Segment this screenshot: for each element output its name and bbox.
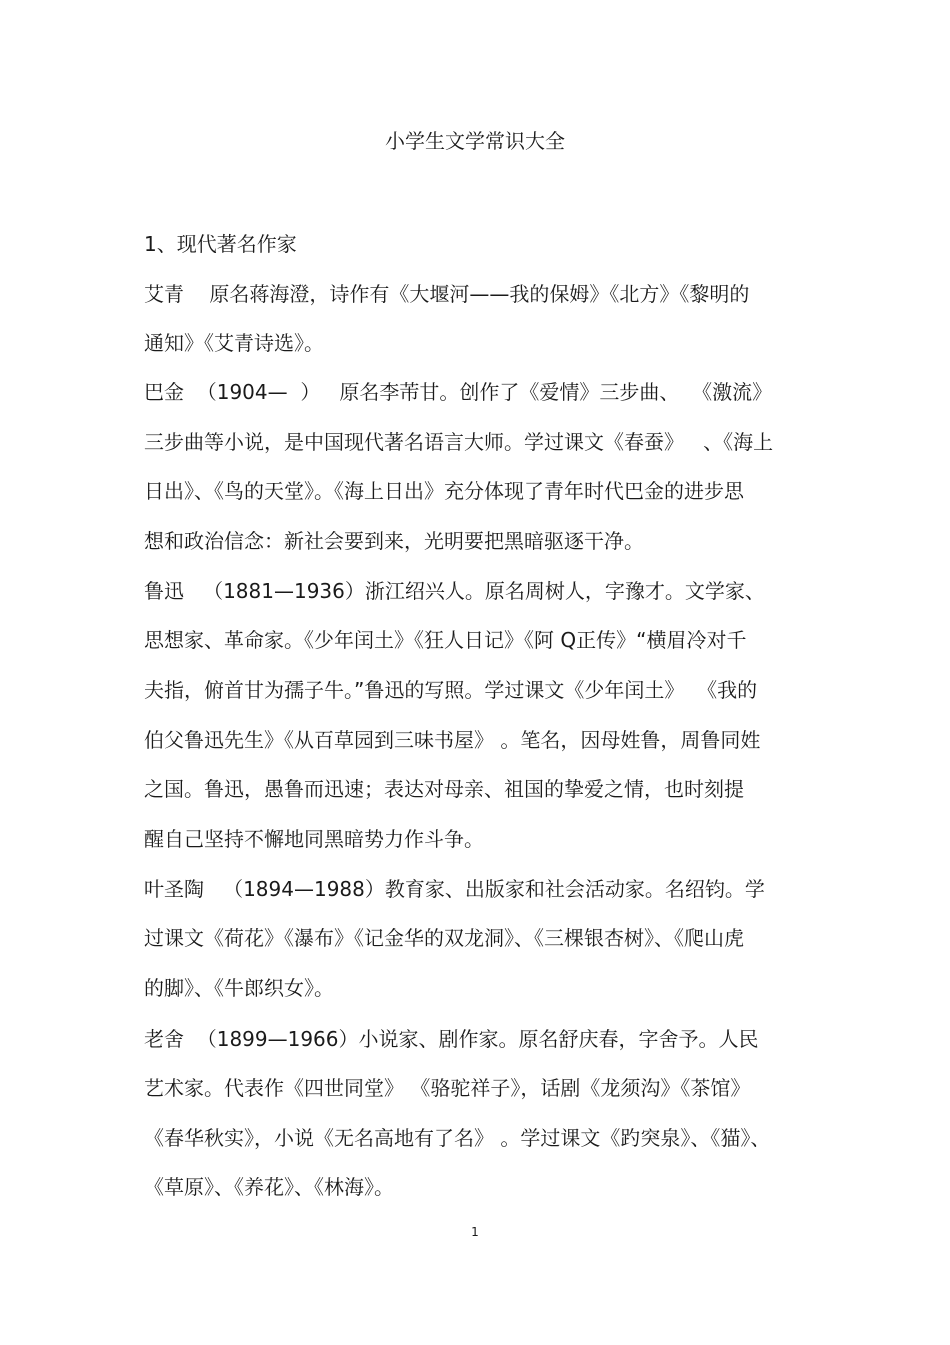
text-line: 三步曲等小说，是中国现代著名语言大师。学过课文《春蚕》 、《海上 — [144, 430, 774, 454]
text-line: 叶圣陶 （1894—1988）教育家、出版家和社会活动家。名绍钧。学 — [144, 877, 765, 901]
text-line: 过课文《荷花》《瀑布》《记金华的双龙洞》、《三棵银杏树》、《爬山虎 — [144, 926, 744, 950]
text-line: 通知》《艾青诗选》。 — [144, 331, 324, 355]
text-line: 巴金 （1904— ） 原名李芾甘。创作了《爱情》三步曲、 《激流》 — [144, 380, 773, 404]
text-line: 艾青 原名蒋海澄，诗作有《大堰河——我的保姆》《北方》《黎明的 — [144, 282, 750, 306]
text-line: 艺术家。代表作《四世同堂》 《骆驼祥子》，话剧《龙须沟》《茶馆》 — [144, 1076, 751, 1100]
section-heading: 1、现代著名作家 — [144, 232, 297, 256]
text-line: 夫指，俯首甘为孺子牛。”鲁迅的写照。学过课文《少年闰土》 《我的 — [144, 678, 758, 702]
text-line: 鲁迅 （1881—1936）浙江绍兴人。原名周树人，字豫才。文学家、 — [144, 579, 765, 603]
text-line: 思想家、革命家。《少年闰土》《狂人日记》《阿 Q正传》“横眉冷对千 — [144, 628, 747, 652]
page-number: 1 — [471, 1225, 479, 1239]
text-line: 伯父鲁迅先生》《从百草园到三味书屋》 。笔名，因母姓鲁，周鲁同姓 — [144, 728, 761, 752]
text-line: 醒自己坚持不懈地同黑暗势力作斗争。 — [144, 827, 484, 851]
text-line: 日出》、《鸟的天堂》。《海上日出》充分体现了青年时代巴金的进步思 — [144, 479, 744, 503]
text-line: 之国。鲁迅，愚鲁而迅速；表达对母亲、祖国的挚爱之情，也时刻提 — [144, 777, 744, 801]
text-line: 老舍 （1899—1966）小说家、剧作家。原名舒庆春，字舍予。人民 — [144, 1027, 759, 1051]
text-line: 《草原》、《养花》、《林海》。 — [144, 1175, 394, 1199]
document-title: 小学生文学常识大全 — [385, 129, 565, 153]
text-line: 《春华秋实》，小说《无名高地有了名》 。学过课文《趵突泉》、《猫》、 — [144, 1126, 771, 1150]
text-line: 的脚》、《牛郎织女》。 — [144, 976, 334, 1000]
text-line: 想和政治信念：新社会要到来，光明要把黑暗驱逐干净。 — [144, 529, 644, 553]
